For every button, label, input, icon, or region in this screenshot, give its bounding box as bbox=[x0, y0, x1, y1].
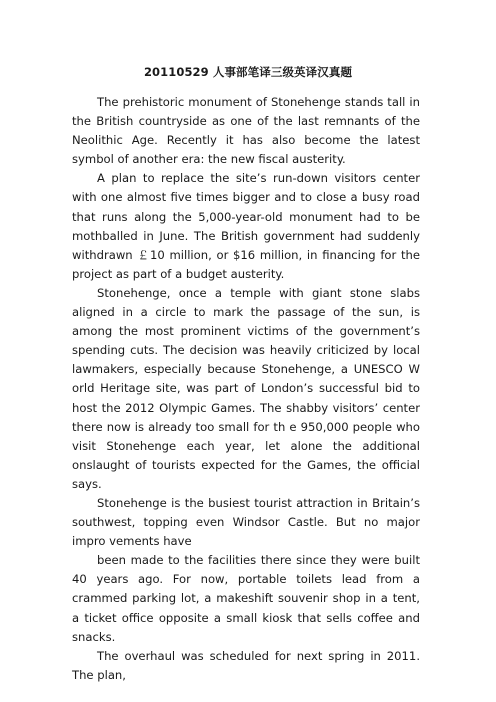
document-title: 20110529 人事部笔译三级英译汉真题 bbox=[143, 65, 353, 79]
paragraph-4: Stonehenge is the busiest tourist attraction in Britain’s southwest, topping even Windsor Castle. But no major impro vements have bbox=[72, 495, 420, 549]
paragraph-1: The prehistoric monument of Stonehenge stands tall in the British countryside as one of the last remnants of the Neolithic Age. Recently it has also become the latest symbol of another era: the new fiscal austerity. bbox=[72, 95, 420, 167]
paragraph-5: been made to the facilities there since they were built 40 years ago. For now, portable toilets lead from a crammed parking lot, a makeshift souvenir shop in a tent, a ticket office opposite a small kiosk that sells coffee and snacks. bbox=[72, 553, 420, 644]
paragraph-2: A plan to replace the site’s run-down visitors center with one almost five times bigger and to close a busy road that runs along the 5,000-year-old monument had to be mothballed in June. The British government had suddenly withdrawn ￡10 million, or $16 million, in financing for the project as part of a budget austerity. bbox=[72, 171, 420, 281]
paragraph-3: Stonehenge, once a temple with giant stone slabs aligned in a circle to mark the passage of the sun, is among the most prominent victims of the government’s spending cuts. The decision was heavily criticized by local lawmakers, especially because Stonehenge, a UNESCO W orld Heritage site, was part of London’s successful bid to host the 2012 Olympic Games. The shabby visitors’ center there now is already too small for th e 950,000 people who visit Stonehenge each year, let alone the additional onslaught of tourists expected for the Games, the official says. bbox=[72, 285, 420, 491]
paragraph-6: The overhaul was scheduled for next spring in 2011. The plan, bbox=[72, 648, 420, 682]
document-body bbox=[72, 93, 420, 685]
